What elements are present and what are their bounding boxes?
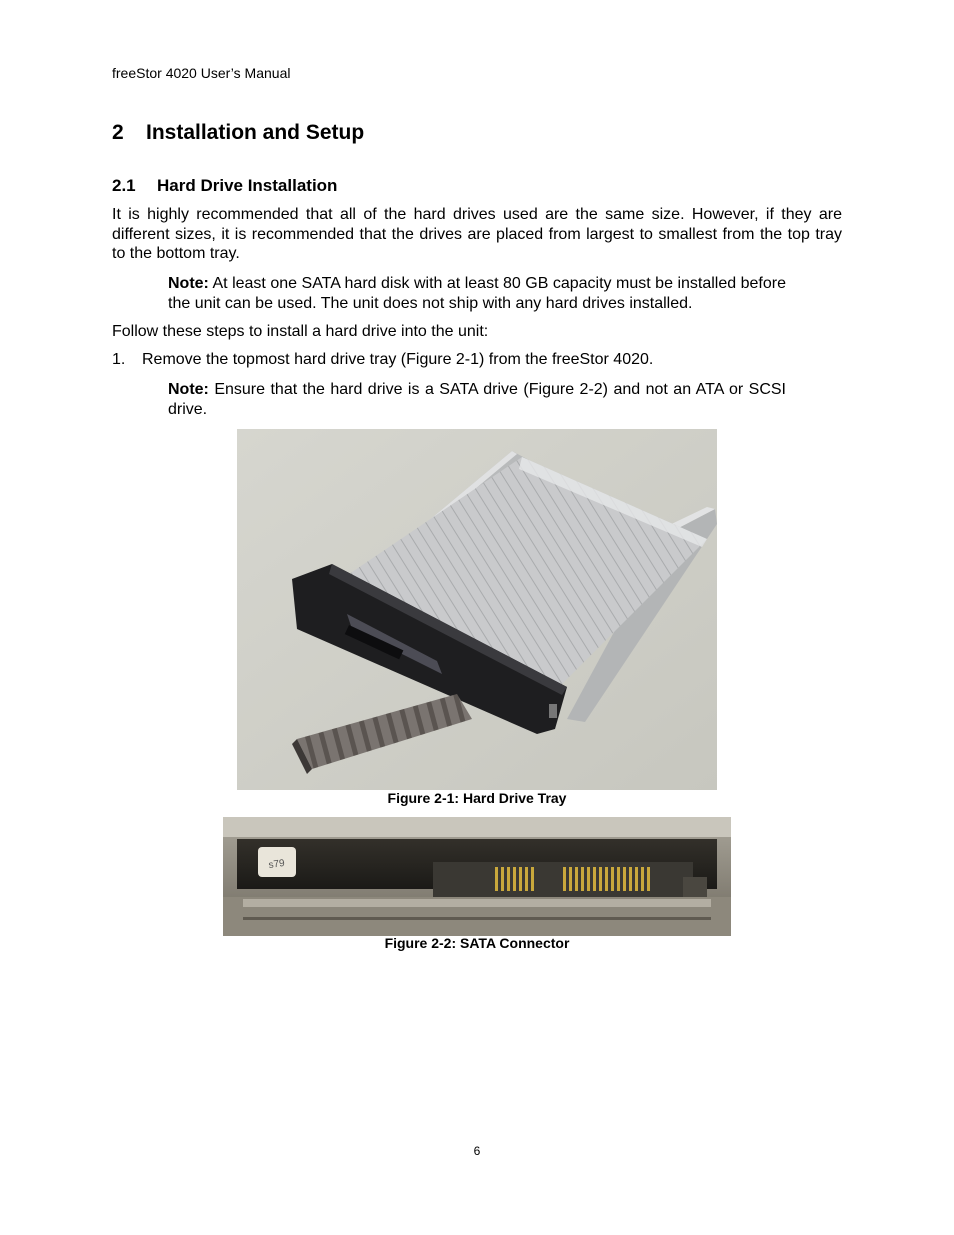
sata-connector-illustration (223, 817, 731, 936)
intro-paragraph: It is highly recommended that all of the hard drives used are the same size. However, if they are different sizes, it is recommended that the drives are placed from largest to smallest from the top tray to the bottom tray. (112, 206, 842, 262)
steps-intro: Follow these steps to install a hard drive into the unit: (112, 323, 489, 340)
section-title: Hard Drive Installation (157, 176, 338, 195)
figure-2-2-caption: Figure 2-2: SATA Connector (384, 935, 570, 951)
hard-drive-tray-photo (237, 429, 717, 790)
note-sata (168, 380, 786, 419)
drive-label-text: s79 (267, 857, 286, 872)
sata-connector-photo (223, 817, 731, 936)
section-number: 2.1 (112, 176, 136, 195)
note-capacity (168, 274, 786, 313)
step-number: 1. (112, 351, 126, 368)
note-text: Ensure that the hard drive is a SATA drive (Figure 2-2) and not an ATA or SCSI drive. (168, 381, 786, 418)
chapter-number: 2 (112, 121, 124, 144)
step-1 (112, 351, 653, 369)
chapter-title: Installation and Setup (146, 121, 365, 144)
step-text: Remove the topmost hard drive tray (Figure 2-1) from the freeStor 4020. (142, 351, 654, 368)
chapter-heading (112, 121, 364, 145)
page-number: 6 (473, 1144, 481, 1158)
hard-drive-tray-illustration (237, 429, 717, 790)
running-header: freeStor 4020 User’s Manual (112, 65, 291, 81)
note-label: Note: (168, 275, 209, 292)
note-label: Note: (168, 381, 209, 398)
section-heading (112, 176, 337, 196)
figure-2-1-caption: Figure 2-1: Hard Drive Tray (387, 790, 567, 806)
note-text: At least one SATA hard disk with at least 80 GB capacity must be installed before the unit can be used. The unit does not ship with any hard drives installed. (168, 275, 786, 312)
